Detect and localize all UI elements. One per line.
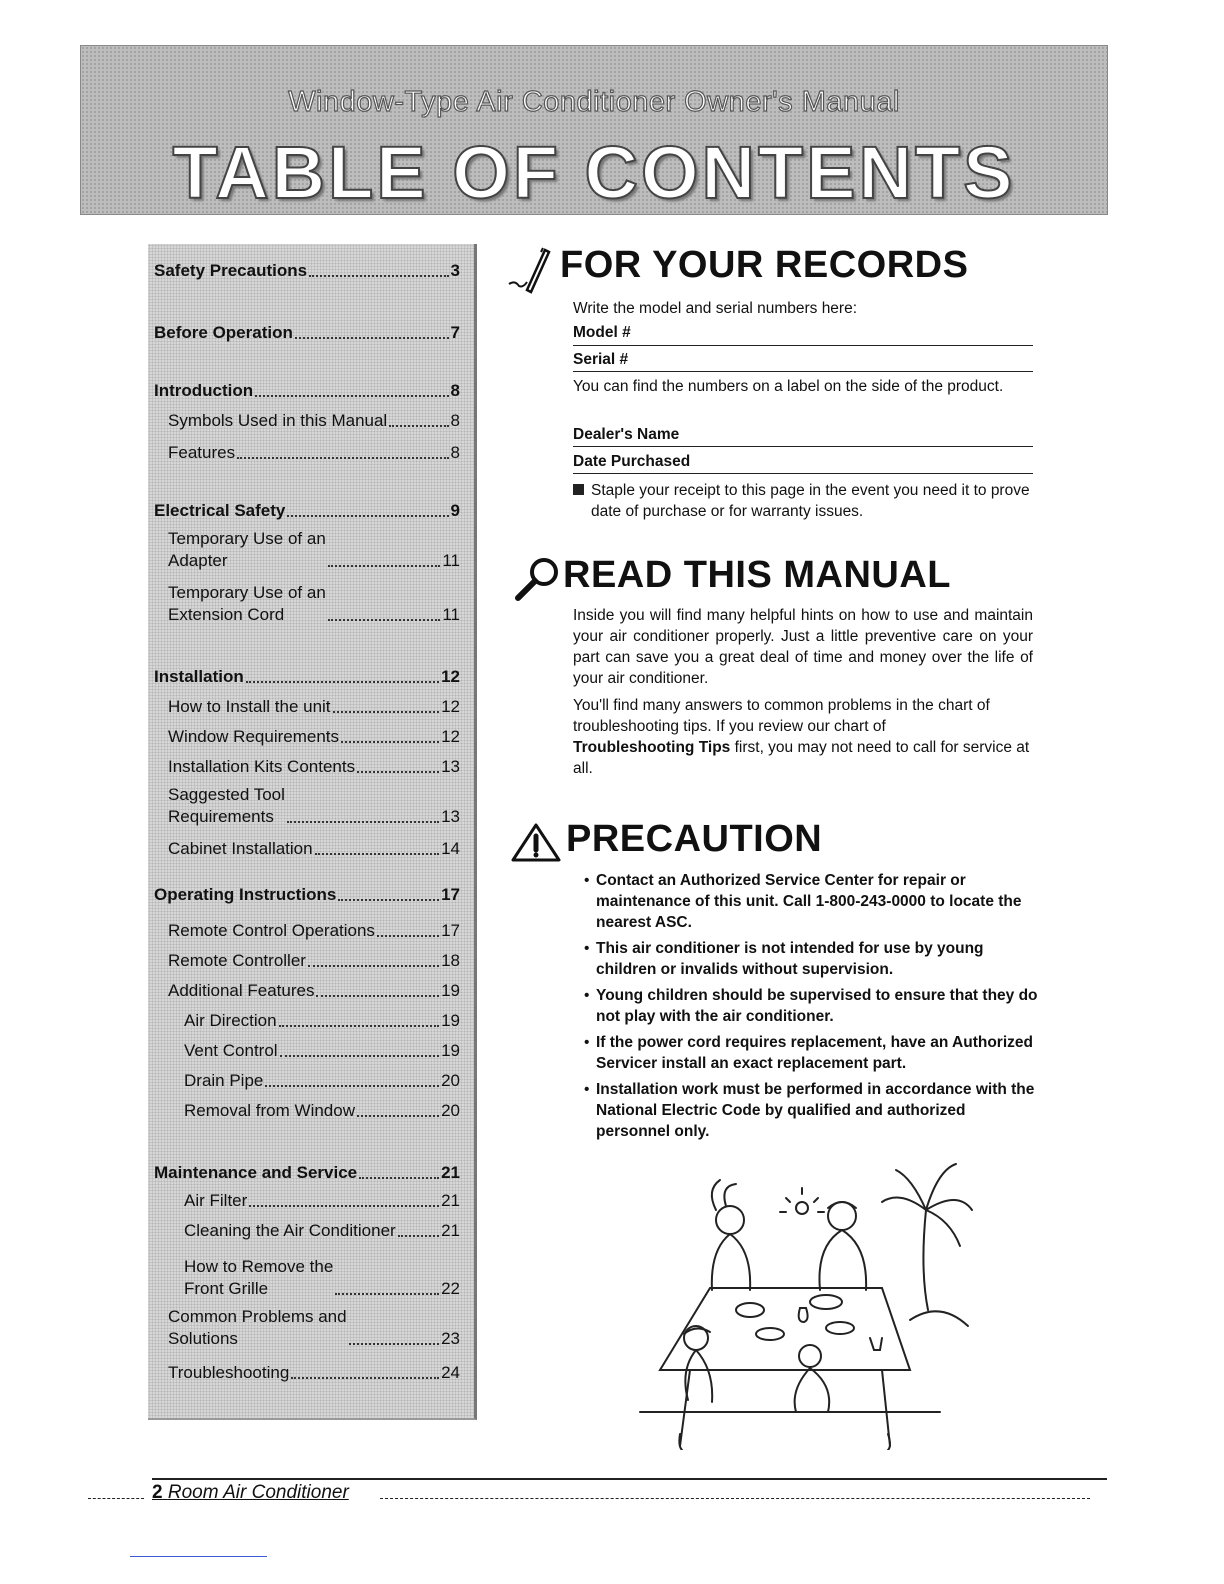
toc-entry-label: How to Install the unit bbox=[168, 697, 331, 716]
toc-entry-label: Safety Precautions bbox=[154, 261, 308, 280]
toc-entry bbox=[154, 322, 460, 344]
toc-leader-dots bbox=[328, 619, 441, 621]
toc-entry bbox=[184, 1256, 460, 1300]
toc-entry-page: 14 bbox=[441, 839, 460, 858]
toc-entry bbox=[168, 950, 460, 972]
model-label: Model # bbox=[573, 324, 631, 341]
toc-leader-dots bbox=[377, 935, 439, 937]
toc-entry-label-line2: Adapter bbox=[168, 551, 228, 570]
toc-entry-label-line2: Solutions bbox=[168, 1329, 238, 1348]
toc-entry-label: Features bbox=[168, 443, 236, 462]
read-manual-para2-b: first, you may not need to call for service at all. bbox=[573, 739, 1030, 777]
toc-entry bbox=[168, 1362, 460, 1384]
toc-entry-page: 24 bbox=[441, 1363, 460, 1382]
toc-entry-label: Troubleshooting bbox=[168, 1363, 290, 1382]
footer-rule bbox=[152, 1478, 1107, 1480]
toc-entry-label bbox=[168, 784, 285, 828]
precaution-item: • If the power cord requires replacement, have an Authorized Servicer install an exact replacement part. bbox=[580, 1032, 1038, 1074]
read-manual-para2-a: You'll find many answers to common problems in the chart of troubleshooting tips. If you review our chart of bbox=[573, 697, 990, 735]
toc-leader-dots bbox=[308, 965, 439, 967]
model-line bbox=[573, 345, 1033, 346]
toc-entry bbox=[168, 1306, 460, 1350]
toc-entry-page: 21 bbox=[441, 1221, 460, 1240]
toc-entry-page: 19 bbox=[441, 1011, 460, 1030]
toc-entry bbox=[168, 838, 460, 860]
toc-entry bbox=[154, 884, 460, 906]
warning-triangle-icon bbox=[510, 822, 562, 862]
toc-entry bbox=[168, 726, 460, 748]
toc-leader-dots bbox=[279, 1025, 439, 1027]
toc-entry-page: 19 bbox=[441, 981, 460, 1000]
page-footer bbox=[80, 1478, 1090, 1508]
footer-dashes-left bbox=[88, 1498, 144, 1499]
toc-entry-label: Remote Control Operations bbox=[168, 921, 375, 940]
toc-entry-page: 8 bbox=[450, 381, 460, 400]
toc-entry-label: Additional Features bbox=[168, 981, 315, 1000]
toc-entry bbox=[154, 500, 460, 522]
toc-entry-page: 11 bbox=[442, 551, 460, 570]
toc-entry-page: 21 bbox=[441, 1191, 460, 1210]
toc-leader-dots bbox=[357, 1115, 439, 1117]
toc-leader-dots bbox=[357, 771, 439, 773]
toc-entry bbox=[168, 696, 460, 718]
toc-entry-label-line1: Temporary Use of an bbox=[168, 583, 326, 602]
toc-entry-page: 9 bbox=[450, 501, 460, 520]
toc-entry-page: 21 bbox=[441, 1163, 460, 1182]
footer-title: Room Air Conditioner bbox=[167, 1482, 349, 1503]
toc-entry-page: 17 bbox=[441, 921, 460, 940]
precaution-item: • Young children should be supervised to ensure that they do not play with the air conditioner. bbox=[580, 985, 1038, 1027]
toc-entry bbox=[184, 1220, 460, 1242]
toc-leader-dots bbox=[315, 853, 439, 855]
precaution-item: • Contact an Authorized Service Center for repair or maintenance of this unit. Call 1-800-243-0000 to locate the nearest ASC. bbox=[580, 870, 1038, 933]
toc-entry-page: 23 bbox=[441, 1329, 460, 1348]
footer-dashes-right bbox=[380, 1498, 1090, 1499]
toc-entry bbox=[168, 980, 460, 1002]
toc-entry-page: 12 bbox=[441, 727, 460, 746]
read-manual-para1: Inside you will find many helpful hints on how to use and maintain your air conditioner properly. Just a little preventive care on your part can save you a great deal of time and money over the life of your air conditioner. bbox=[573, 607, 1033, 687]
toc-entry-label: Remote Controller bbox=[168, 951, 306, 970]
toc-entry-label: Introduction bbox=[154, 381, 254, 400]
toc-entry-page: 20 bbox=[441, 1071, 460, 1090]
precaution-item: • Installation work must be performed in accordance with the National Electric Code by qualified and authorized personnel only. bbox=[580, 1079, 1038, 1142]
toc-entry bbox=[154, 260, 460, 282]
toc-entry bbox=[168, 582, 460, 626]
toc-entry-label: Air Filter bbox=[184, 1191, 248, 1210]
date-label: Date Purchased bbox=[573, 453, 691, 470]
pencil-check-icon bbox=[505, 244, 555, 294]
toc-entry-label-line2: Front Grille bbox=[184, 1279, 269, 1298]
magnifier-icon bbox=[512, 556, 562, 604]
toc-entry-label: Cleaning the Air Conditioner bbox=[184, 1221, 396, 1240]
toc-leader-dots bbox=[249, 1205, 439, 1207]
toc-entry bbox=[154, 666, 460, 688]
toc-leader-dots bbox=[265, 1085, 439, 1087]
toc-entry-label: Window Requirements bbox=[168, 727, 340, 746]
toc-entry-page: 3 bbox=[450, 261, 460, 280]
staple-note-block bbox=[573, 480, 1033, 522]
toc-entry-label-line1: Temporary Use of an bbox=[168, 529, 326, 548]
toc-leader-dots bbox=[287, 515, 448, 517]
toc-entry-label: Vent Control bbox=[184, 1041, 278, 1060]
square-bullet-icon bbox=[573, 484, 584, 495]
precaution-item: • This air conditioner is not intended for use by young children or invalids without supervision. bbox=[580, 938, 1038, 980]
toc-entry-label-line1: How to Remove the bbox=[184, 1257, 334, 1276]
toc-leader-dots bbox=[338, 899, 439, 901]
toc-leader-dots bbox=[316, 995, 439, 997]
bottom-link-line bbox=[130, 1556, 267, 1557]
toc-entry-page: 13 bbox=[441, 757, 460, 776]
toc-leader-dots bbox=[237, 457, 448, 459]
toc-entry-label: Air Direction bbox=[184, 1011, 277, 1030]
toc-leader-dots bbox=[255, 395, 448, 397]
toc-entry-label: Before Operation bbox=[154, 323, 293, 342]
toc-entry-page: 11 bbox=[442, 605, 460, 624]
toc-leader-dots bbox=[333, 711, 440, 713]
troubleshooting-tips-ref: Troubleshooting Tips bbox=[573, 739, 731, 756]
records-heading: FOR YOUR RECORDS bbox=[560, 244, 969, 286]
toc-entry bbox=[184, 1100, 460, 1122]
toc-leader-dots bbox=[246, 681, 439, 683]
records-intro: Write the model and serial numbers here: bbox=[573, 300, 858, 317]
date-line bbox=[573, 473, 1033, 474]
toc-entry-page: 19 bbox=[441, 1041, 460, 1060]
toc-leader-dots bbox=[359, 1177, 439, 1179]
toc-entry-page: 17 bbox=[441, 885, 460, 904]
toc-leader-dots bbox=[349, 1343, 440, 1345]
toc-entry-label-line1: Common Problems and bbox=[168, 1307, 347, 1326]
toc-leader-dots bbox=[328, 565, 441, 567]
toc-entry-label bbox=[168, 528, 326, 572]
toc-entry-label bbox=[168, 582, 326, 626]
toc-leader-dots bbox=[280, 1055, 440, 1057]
toc-leader-dots bbox=[291, 1377, 439, 1379]
toc-entry-page: 12 bbox=[441, 667, 460, 686]
header-banner bbox=[80, 45, 1108, 215]
toc-leader-dots bbox=[335, 1293, 439, 1295]
precaution-heading: PRECAUTION bbox=[566, 818, 823, 860]
toc-entry-label: Electrical Safety bbox=[154, 501, 286, 520]
toc-entry bbox=[168, 756, 460, 778]
toc-entry bbox=[184, 1070, 460, 1092]
page-title: TABLE OF CONTENTS bbox=[172, 131, 1016, 214]
toc-entry-page: 8 bbox=[450, 443, 460, 462]
toc-entry bbox=[154, 380, 460, 402]
manual-subtitle: Window-Type Air Conditioner Owner's Manual bbox=[288, 86, 900, 118]
toc-entry-page: 12 bbox=[441, 697, 460, 716]
toc-leader-dots bbox=[398, 1235, 439, 1237]
toc-leader-dots bbox=[341, 741, 439, 743]
read-manual-heading: READ THIS MANUAL bbox=[563, 554, 951, 596]
footer-text bbox=[152, 1482, 349, 1504]
toc-entry-label: Installation Kits Contents bbox=[168, 757, 356, 776]
toc-entry bbox=[184, 1040, 460, 1062]
toc-entry bbox=[168, 784, 460, 828]
toc-entry bbox=[168, 410, 460, 432]
toc-leader-dots bbox=[389, 425, 448, 427]
toc-entry-page: 7 bbox=[450, 323, 460, 342]
toc-entry bbox=[168, 528, 460, 572]
toc-entry-label: Maintenance and Service bbox=[154, 1163, 358, 1182]
toc-leader-dots bbox=[309, 275, 448, 277]
family-picnic-illustration bbox=[620, 1150, 990, 1450]
toc-entry-label bbox=[168, 1306, 347, 1350]
toc-entry-page: 22 bbox=[441, 1279, 460, 1298]
toc-entry-label: Installation bbox=[154, 667, 244, 686]
toc-entry bbox=[184, 1010, 460, 1032]
toc-entry-label: Symbols Used in this Manual bbox=[168, 411, 388, 430]
toc-entry-label: Removal from Window bbox=[184, 1101, 355, 1120]
toc-panel bbox=[148, 244, 477, 1420]
toc-entry bbox=[168, 920, 460, 942]
find-numbers-text: You can find the numbers on a label on the side of the product. bbox=[573, 378, 1004, 395]
toc-entry-label: Operating Instructions bbox=[154, 885, 337, 904]
staple-note: Staple your receipt to this page in the event you need it to prove date of purchase or for warranty issues. bbox=[591, 482, 1030, 520]
toc-entry-label-line2: Extension Cord bbox=[168, 605, 285, 624]
toc-entry bbox=[168, 442, 460, 464]
toc-entry-page: 20 bbox=[441, 1101, 460, 1120]
toc-leader-dots bbox=[287, 821, 439, 823]
dealer-line bbox=[573, 446, 1033, 447]
read-manual-para2 bbox=[573, 695, 1033, 779]
toc-entry-label: Drain Pipe bbox=[184, 1071, 264, 1090]
toc-entry bbox=[154, 1162, 460, 1184]
serial-label: Serial # bbox=[573, 351, 629, 368]
toc-entry-label: Cabinet Installation bbox=[168, 839, 313, 858]
toc-entry-label bbox=[184, 1256, 333, 1300]
toc-entry-page: 18 bbox=[441, 951, 460, 970]
toc-entry bbox=[184, 1190, 460, 1212]
page-number: 2 bbox=[152, 1482, 163, 1503]
toc-entry-label-line1: Saggested Tool bbox=[168, 785, 285, 804]
toc-entry-page: 8 bbox=[450, 411, 460, 430]
toc-leader-dots bbox=[295, 337, 449, 339]
toc-entry-page: 13 bbox=[441, 807, 460, 826]
serial-line bbox=[573, 371, 1033, 372]
dealer-label: Dealer's Name bbox=[573, 426, 680, 443]
toc-entry-label-line2: Requirements bbox=[168, 807, 274, 826]
precaution-list bbox=[580, 870, 1038, 1147]
